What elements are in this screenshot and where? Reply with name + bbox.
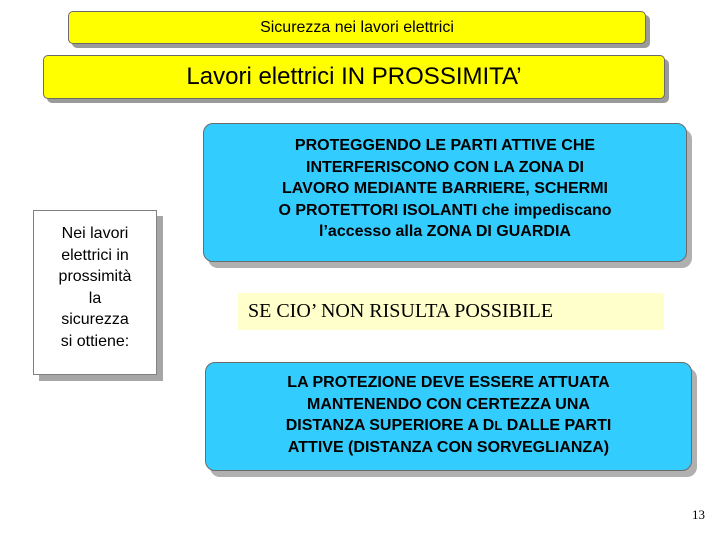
intro-line: sicurezza bbox=[61, 311, 129, 328]
page-title: Lavori elettrici IN PROSSIMITA’ bbox=[186, 63, 522, 90]
title-banner bbox=[43, 55, 665, 99]
distance-line: ATTIVE (DISTANZA CON SORVEGLIANZA) bbox=[287, 438, 610, 456]
distance-line: LA PROTEZIONE DEVE ESSERE ATTUATA bbox=[287, 374, 610, 391]
intro-panel bbox=[33, 210, 157, 375]
protection-box bbox=[203, 123, 687, 262]
protection-line: PROTEGGENDO LE PARTI ATTIVE CHE bbox=[294, 137, 596, 154]
condition-box bbox=[238, 293, 664, 330]
intro-line: la bbox=[88, 289, 102, 307]
distance-box bbox=[205, 362, 692, 471]
intro-line: Nei lavori bbox=[61, 225, 129, 242]
subtitle-banner bbox=[68, 11, 646, 44]
distance-line: MANTENENDO CON CERTEZZA UNA bbox=[307, 395, 590, 413]
protection-line: INTERFERISCONO CON LA ZONA DI bbox=[306, 158, 584, 176]
protection-line: LAVORO MEDIANTE BARRIERE, SCHERMI bbox=[282, 180, 608, 197]
subtitle-text: Sicurezza nei lavori elettrici bbox=[260, 19, 454, 36]
distance-line-part: DALLE PARTI bbox=[502, 417, 612, 434]
condition-text: SE CIO’ NON RISULTA POSSIBILE bbox=[248, 300, 554, 322]
intro-line: elettrici in bbox=[61, 246, 129, 264]
distance-line-part: DISTANZA SUPERIORE A D bbox=[285, 417, 495, 434]
distance-line bbox=[206, 415, 691, 437]
intro-line: si ottiene: bbox=[60, 332, 130, 350]
protection-line: l’accesso alla ZONA DI GUARDIA bbox=[319, 223, 571, 240]
intro-line: prossimità bbox=[58, 268, 132, 285]
page-number: 13 bbox=[692, 507, 705, 522]
distance-subscript: L bbox=[494, 418, 503, 433]
protection-line: O PROTETTORI ISOLANTI che impediscano bbox=[278, 201, 612, 219]
